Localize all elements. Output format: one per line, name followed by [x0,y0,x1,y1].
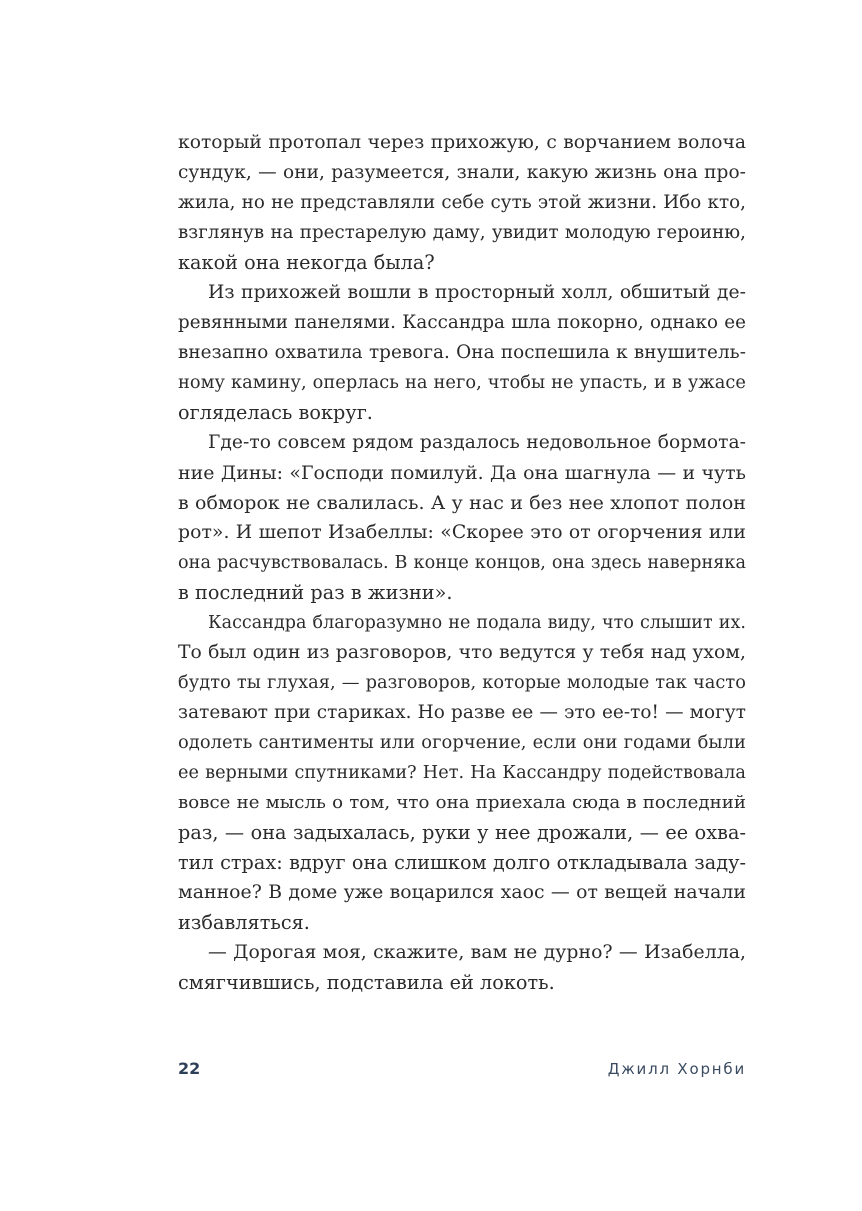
text-line: То был один из разговоров, что ведутся у тебя над ухом, [178,642,746,663]
page-number: 22 [178,1059,201,1078]
text-line: внезапно охватила тревога. Она поспешила к внушитель- [178,342,746,363]
text-line: вовсе не мысль о том, что она приехала сюда в последний [178,792,746,813]
text-line: огляделась вокруг. [178,401,373,424]
text-line: Из прихожей вошли в просторный холл, обшитый де- [208,282,746,303]
page-body-text [178,128,746,998]
text-line: какой она некогда была? [178,251,435,274]
page-footer [178,1055,746,1083]
text-line: сундук, — они, разумеется, знали, какую жизнь она про- [178,162,746,183]
text-line: тил страх: вдруг она слишком долго откладывала заду- [178,851,746,874]
text-line: манное? В доме уже воцарился хаос — от вещей начали [178,882,746,903]
text-line: ние Дины: «Господи помилуй. Да она шагнула — и чуть [178,462,746,484]
text-line: Кассандра благоразумно не подала виду, что слышит их. [208,613,746,633]
text-line: избавляться. [178,911,310,934]
text-line: Где-то совсем рядом раздалось недовольное бормота- [208,432,746,453]
text-line: взглянув на престарелую даму, увидит молодую героиню, [178,222,746,243]
text-line: в обморок не свалилась. А у нас и без нее хлопот полон [178,492,746,514]
text-line: рот». И шепот Изабеллы: «Скорее это от огорчения или [178,522,746,543]
text-line: одолеть сантименты или огорчение, если они годами были [178,732,746,753]
text-line: в последний раз в жизни». [178,581,453,604]
text-line: ее верными спутниками? Нет. На Кассандру подействовала [178,763,746,783]
text-line: смягчившись, подставила ей локоть. [178,971,555,994]
text-line: затевают при стариках. Но разве ее — это ее-то! — могут [178,702,746,723]
text-line: она расчувствовалась. В конце концов, она здесь наверняка [178,553,746,573]
text-line: который протопал через прихожую, с ворчанием волоча [178,132,746,153]
text-line: жила, но не представляли себе суть этой жизни. Ибо кто, [178,192,746,213]
text-line: ревянными панелями. Кассандра шла покорно, однако ее [178,312,746,333]
text-line: раз, — она задыхалась, руки у нее дрожали, — ее охва- [178,821,746,844]
text-line: — Дорогая моя, скажите, вам не дурно? — Изабелла, [208,942,746,963]
text-line: будто ты глухая, — разговоров, которые молодые так часто [178,673,746,693]
running-footer-author: Джилл Хорнби [607,1060,746,1078]
text-line: ному камину, оперлась на него, чтобы не упасть, и в ужасе [178,372,746,393]
